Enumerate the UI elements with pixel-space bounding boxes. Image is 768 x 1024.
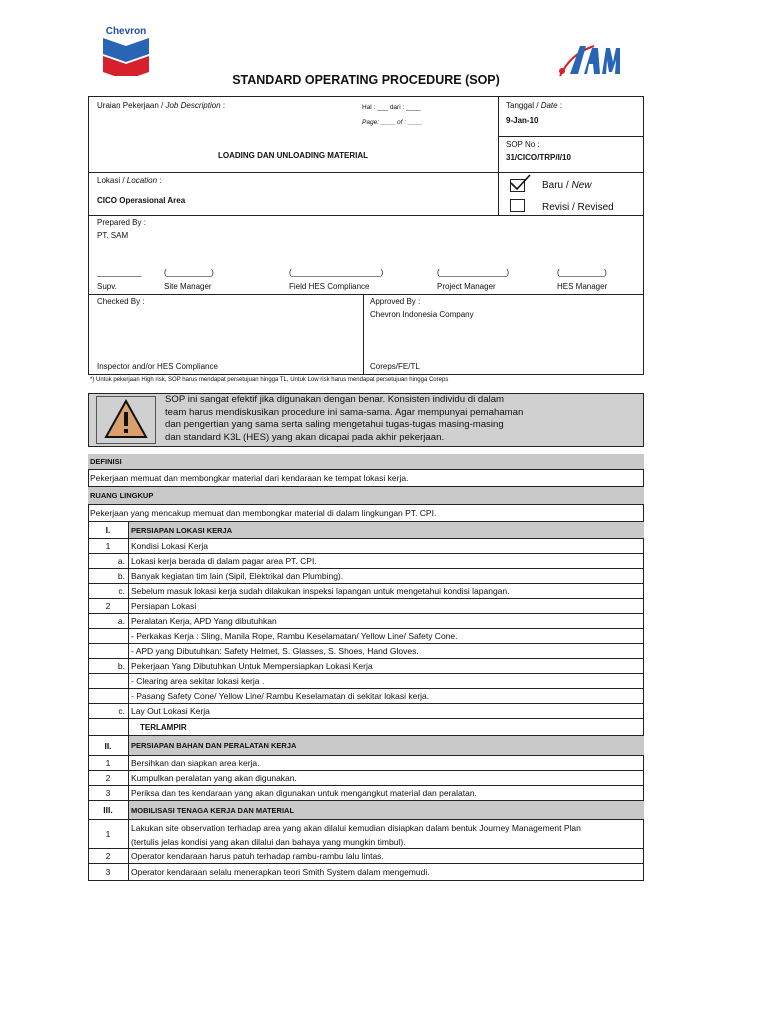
signature-field-hes: Field HES Compliance bbox=[289, 282, 370, 291]
row-text: Banyak kegiatan tim lain (Sipil, Elektrikal dan Plumbing). bbox=[131, 571, 344, 581]
table-row bbox=[88, 569, 644, 584]
approved-by-value: Chevron Indonesia Company bbox=[370, 310, 474, 319]
table-row bbox=[88, 849, 644, 864]
checkmark-icon bbox=[509, 174, 531, 192]
definisi-text: Pekerjaan memuat dan membongkar material dari kendaraan ke tempat lokasi kerja. bbox=[90, 473, 409, 483]
new-checkbox[interactable] bbox=[510, 179, 525, 192]
row-number: b. bbox=[117, 571, 125, 581]
checked-by-role: Inspector and/or HES Compliance bbox=[97, 362, 218, 371]
table-row bbox=[88, 644, 644, 659]
table-row bbox=[88, 771, 644, 786]
revise-checkbox-label: Revisi / Revised bbox=[542, 202, 614, 213]
sop-no-label: SOP No : bbox=[506, 140, 540, 149]
warning-text-line-2: team harus mendiskusikan procedure ini sama-sama. Agar mempunyai pemahaman bbox=[165, 406, 524, 418]
signature-hes-manager: HES Manager bbox=[557, 282, 608, 291]
table-row bbox=[88, 554, 644, 569]
row-text: - Clearing area sekitar lokasi kerja . bbox=[131, 676, 265, 686]
checked-by-label: Checked By : bbox=[97, 297, 145, 306]
approved-by-label: Approved By : bbox=[370, 297, 421, 306]
sop-header-form bbox=[88, 96, 644, 375]
row-number: 3 bbox=[105, 867, 111, 877]
table-row bbox=[88, 599, 644, 614]
signature-site-line: (__________) bbox=[164, 268, 214, 277]
new-checkbox-label: Baru / New bbox=[542, 180, 592, 191]
table-row bbox=[88, 629, 644, 644]
row-number: 2 bbox=[105, 851, 111, 861]
signature-supv-line: __________ bbox=[97, 268, 142, 277]
table-row bbox=[88, 756, 644, 771]
row-number: 3 bbox=[105, 788, 111, 798]
signature-project-manager: Project Manager bbox=[437, 282, 496, 291]
row-number: b. bbox=[117, 661, 125, 671]
signature-field-line: (____________________) bbox=[289, 268, 384, 277]
row-text: Kumpulkan peralatan yang akan digunakan. bbox=[131, 773, 297, 783]
row-text-line-2: (tertulis jelas kondisi yang akan dilalui dan bahaya yang mungkin timbul). bbox=[131, 837, 406, 847]
row-text: Operator kendaraan harus patuh terhadap rambu-rambu lalu lintas. bbox=[131, 851, 384, 861]
row-number: a. bbox=[117, 556, 125, 566]
section-1-title: PERSIAPAN LOKASI KERJA bbox=[129, 522, 644, 538]
sop-no-value: 31/CICO/TRP/I/10 bbox=[506, 153, 571, 162]
row-number: 2 bbox=[105, 601, 111, 611]
row-text: Sebelum masuk lokasi kerja sudah dilakukan inspeksi lapangan untuk mengetahui kondisi lapangan. bbox=[131, 586, 510, 596]
warning-text bbox=[165, 394, 523, 444]
section-3-number: III. bbox=[103, 805, 113, 815]
row-text: Bersihkan dan siapkan area kerja. bbox=[131, 758, 260, 768]
date-value: 9-Jan-10 bbox=[506, 116, 539, 125]
table-row bbox=[88, 539, 644, 554]
chevron-logo-text: Chevron bbox=[105, 26, 147, 37]
section-3-title: MOBILISASI TENAGA KERJA DAN MATERIAL bbox=[129, 801, 644, 819]
table-row bbox=[88, 719, 644, 736]
row-text: - Pasang Safety Cone/ Yellow Line/ Rambu Keselamatan di sekitar lokasi kerja. bbox=[131, 691, 430, 701]
table-row bbox=[88, 704, 644, 719]
ruang-lingkup-header bbox=[88, 487, 644, 505]
table-row bbox=[88, 659, 644, 674]
row-text bbox=[131, 820, 640, 848]
row-text: Lokasi kerja berada di dalam pagar area PT. CPI. bbox=[131, 556, 317, 566]
definisi-header bbox=[88, 454, 644, 470]
table-row bbox=[88, 689, 644, 704]
row-text: Persiapan Lokasi bbox=[131, 601, 197, 611]
row-text: Pekerjaan Yang Dibutuhkan Untuk Mempersiapkan Lokasi Kerja bbox=[131, 661, 373, 671]
section-2-header bbox=[88, 736, 644, 756]
ruang-lingkup-text: Pekerjaan yang mencakup memuat dan membongkar material di dalam lingkungan PT. CPI. bbox=[90, 508, 437, 518]
page-title: STANDARD OPERATING PROCEDURE (SOP) bbox=[232, 73, 500, 87]
table-row bbox=[88, 674, 644, 689]
row-text: Periksa dan tes kendaraan yang akan digunakan untuk mengangkut material dan peralatan. bbox=[131, 788, 477, 798]
warning-icon bbox=[104, 399, 148, 439]
job-description-value: LOADING DAN UNLOADING MATERIAL bbox=[217, 151, 369, 160]
approval-footnote: *) Untuk pekerjaan High risk, SOP harus mendapat persetujuan hingga TL, Untuk Low risk harus mendapat persetujuan hingga Coreps bbox=[90, 377, 449, 383]
signature-project-line: (_______________) bbox=[437, 268, 510, 277]
job-description-label: Uraian Pekerjaan / Job Description : bbox=[97, 101, 226, 110]
revise-checkbox[interactable] bbox=[510, 199, 525, 212]
row-number: 1 bbox=[105, 541, 111, 551]
row-text: Peralatan Kerja, APD Yang dibutuhkan bbox=[131, 616, 277, 626]
row-number: c. bbox=[118, 586, 125, 596]
row-number: 1 bbox=[105, 758, 111, 768]
table-row bbox=[88, 786, 644, 801]
page-count-hal: Hal : ___ dari : ____ bbox=[362, 104, 421, 111]
page-count-page: Page: ____ of : ____ bbox=[362, 119, 423, 126]
ruang-lingkup-row bbox=[88, 505, 644, 522]
prepared-by-value: PT. SAM bbox=[97, 231, 129, 240]
row-text: Operator kendaraan selalu menerapkan teori Smith System dalam mengemudi. bbox=[131, 867, 430, 877]
row-text-line-1: Lakukan site observation terhadap area yang akan dilalui kemudian disiapkan dalam bentuk Journey Management Plan bbox=[131, 823, 581, 833]
definisi-row bbox=[88, 470, 644, 487]
terlampir-label: TERLAMPIR bbox=[140, 722, 187, 732]
ruang-lingkup-title: RUANG LINGKUP bbox=[90, 491, 154, 500]
section-2-number: II. bbox=[104, 740, 112, 751]
warning-text-line-1: SOP ini sangat efektif jika digunakan dengan benar. Konsisten individu di dalam bbox=[165, 394, 505, 405]
section-2-title: PERSIAPAN BAHAN DAN PERALATAN KERJA bbox=[129, 736, 644, 755]
warning-text-line-4: dan standard K3L (HES) yang akan dicapai pada akhir pekerjaan. bbox=[165, 431, 445, 443]
date-label: Tanggal / Date : bbox=[506, 101, 563, 110]
table-row bbox=[88, 864, 644, 881]
chevron-logo bbox=[100, 26, 152, 78]
signature-hes-line: (__________) bbox=[557, 268, 607, 277]
prepared-by-label: Prepared By : bbox=[97, 218, 146, 227]
row-text: - Perkakas Kerja : Sling, Manila Rope, Rambu Keselamatan/ Yellow Line/ Safety Cone. bbox=[131, 631, 458, 641]
approved-by-role: Coreps/FE/TL bbox=[370, 362, 420, 371]
table-row bbox=[88, 584, 644, 599]
row-number: 1 bbox=[105, 829, 111, 839]
row-number: a. bbox=[117, 616, 125, 626]
signature-site-manager: Site Manager bbox=[164, 282, 212, 291]
table-row bbox=[88, 614, 644, 629]
row-text: - APD yang Dibutuhkan: Safety Helmet, S. Glasses, S. Shoes, Hand Gloves. bbox=[131, 646, 419, 656]
location-value: CICO Operasional Area bbox=[97, 196, 186, 205]
table-row bbox=[88, 820, 644, 849]
warning-text-line-3: dan pengertian yang sama serta saling mengetahui tugas-tugas masing-masing bbox=[165, 419, 504, 430]
row-number: 2 bbox=[105, 773, 111, 783]
row-text: Lay Out Lokasi Kerja bbox=[131, 706, 210, 716]
row-text: Kondisi Lokasi Kerja bbox=[131, 541, 209, 551]
location-label: Lokasi / Location : bbox=[97, 176, 162, 185]
row-number: c. bbox=[118, 706, 125, 716]
section-1-header bbox=[88, 522, 644, 539]
signature-supv: Supv. bbox=[97, 282, 117, 291]
section-1-number: I. bbox=[105, 525, 111, 535]
chevron-emblem-icon bbox=[103, 38, 149, 76]
section-3-header bbox=[88, 801, 644, 820]
definisi-title: DEFINISI bbox=[90, 457, 122, 466]
